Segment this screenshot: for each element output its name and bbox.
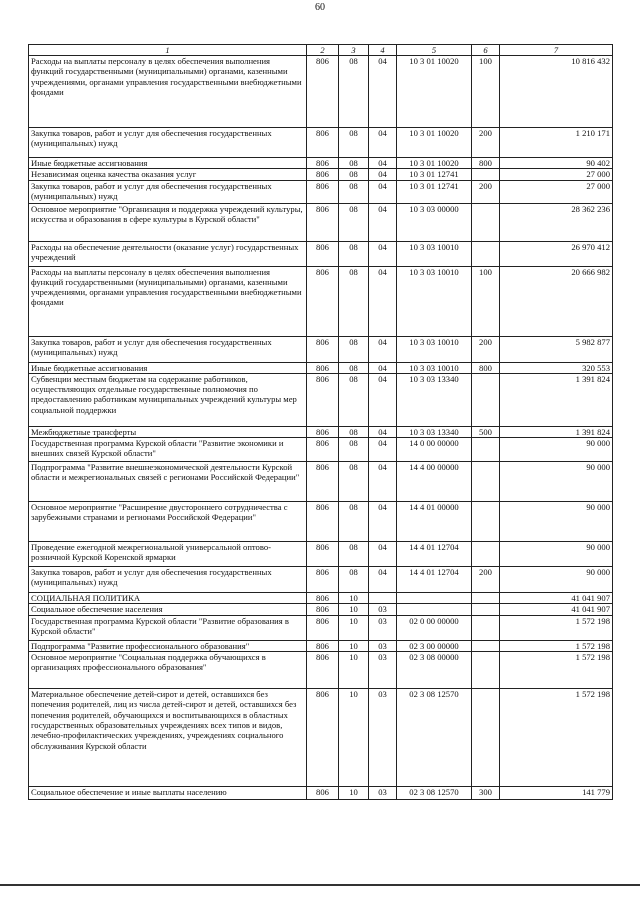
table-row [29, 362, 613, 373]
row-name-cell: Основное мероприятие "Социальная поддержка обучающихся в организациях профессионального образования" [29, 652, 307, 689]
table-row [29, 180, 613, 203]
row-ministry-code: 806 [307, 604, 339, 615]
row-target-article: 10 3 03 10010 [397, 336, 472, 362]
row-subsection-code: 04 [369, 567, 397, 593]
row-section-code: 08 [339, 266, 369, 336]
row-target-article: 10 3 03 13340 [397, 426, 472, 437]
row-expense-type: 300 [472, 787, 500, 800]
table-row [29, 542, 613, 567]
row-expense-type [472, 438, 500, 462]
row-target-article [397, 593, 472, 604]
row-ministry-code: 806 [307, 652, 339, 689]
row-ministry-code: 806 [307, 336, 339, 362]
table-row [29, 689, 613, 787]
row-name-cell: Социальное обеспечение и иные выплаты населению [29, 787, 307, 800]
table-row [29, 128, 613, 158]
row-expense-type: 500 [472, 426, 500, 437]
row-amount: 90 000 [500, 462, 613, 502]
row-ministry-code: 806 [307, 567, 339, 593]
row-ministry-code: 806 [307, 426, 339, 437]
row-amount: 1 210 171 [500, 128, 613, 158]
row-section-code: 08 [339, 336, 369, 362]
row-section-code: 08 [339, 567, 369, 593]
table-row [29, 604, 613, 615]
row-subsection-code: 04 [369, 542, 397, 567]
row-amount: 5 982 877 [500, 336, 613, 362]
header-col-5: 5 [397, 45, 472, 56]
row-expense-type [472, 652, 500, 689]
row-amount: 41 041 907 [500, 604, 613, 615]
row-name-cell: Закупка товаров, работ и услуг для обеспечения государственных (муниципальных) нужд [29, 180, 307, 203]
row-subsection-code: 03 [369, 689, 397, 787]
row-subsection-code: 04 [369, 180, 397, 203]
row-ministry-code: 806 [307, 56, 339, 128]
row-expense-type [472, 462, 500, 502]
row-section-code: 10 [339, 593, 369, 604]
row-subsection-code: 03 [369, 652, 397, 689]
row-ministry-code: 806 [307, 180, 339, 203]
row-ministry-code: 806 [307, 593, 339, 604]
row-ministry-code: 806 [307, 502, 339, 542]
row-subsection-code: 04 [369, 362, 397, 373]
row-target-article: 10 3 01 10020 [397, 128, 472, 158]
row-name-cell: Подпрограмма "Развитие внешнеэкономической деятельности Курской области и межрегиональных связей с регионами Российской Федерации" [29, 462, 307, 502]
row-amount: 90 402 [500, 158, 613, 169]
row-target-article: 10 3 01 10020 [397, 158, 472, 169]
row-expense-type: 100 [472, 56, 500, 128]
row-name-cell: Субвенции местным бюджетам на содержание работников, осуществляющих отдельные государственные полномочия по предоставлению работникам муниципальных учреждений культуры мер социальной поддержки [29, 373, 307, 426]
table-row [29, 462, 613, 502]
row-name-cell: Государственная программа Курской области "Развитие экономики и внешних связей Курской области" [29, 438, 307, 462]
row-subsection-code: 04 [369, 128, 397, 158]
row-subsection-code: 04 [369, 502, 397, 542]
header-row [29, 45, 613, 56]
row-subsection-code: 04 [369, 336, 397, 362]
row-target-article: 14 4 01 12704 [397, 567, 472, 593]
row-expense-type [472, 640, 500, 651]
row-name-cell: Закупка товаров, работ и услуг для обеспечения государственных (муниципальных) нужд [29, 336, 307, 362]
row-target-article: 02 3 08 12570 [397, 689, 472, 787]
row-target-article: 02 3 08 12570 [397, 787, 472, 800]
row-expense-type [472, 689, 500, 787]
row-section-code: 08 [339, 241, 369, 266]
row-target-article: 02 3 00 00000 [397, 640, 472, 651]
row-target-article: 10 3 03 10010 [397, 362, 472, 373]
row-subsection-code [369, 593, 397, 604]
row-expense-type [472, 593, 500, 604]
row-subsection-code: 04 [369, 56, 397, 128]
row-name-cell: Основное мероприятие "Расширение двустороннего сотрудничества с зарубежными странами и регионами Российской Федерации" [29, 502, 307, 542]
row-amount: 141 779 [500, 787, 613, 800]
row-target-article: 02 0 00 00000 [397, 615, 472, 640]
row-subsection-code: 04 [369, 266, 397, 336]
row-target-article: 10 3 01 12741 [397, 180, 472, 203]
row-subsection-code: 04 [369, 169, 397, 180]
row-expense-type [472, 169, 500, 180]
header-col-4: 4 [369, 45, 397, 56]
table-row [29, 336, 613, 362]
row-target-article: 10 3 01 10020 [397, 56, 472, 128]
row-section-code: 10 [339, 652, 369, 689]
row-ministry-code: 806 [307, 128, 339, 158]
row-expense-type [472, 604, 500, 615]
row-name-cell: Расходы на обеспечение деятельности (оказание услуг) государственных учреждений [29, 241, 307, 266]
table-row [29, 652, 613, 689]
row-ministry-code: 806 [307, 169, 339, 180]
table-row [29, 373, 613, 426]
page-bottom-rule [0, 884, 640, 886]
row-section-code: 08 [339, 462, 369, 502]
table-row [29, 502, 613, 542]
row-subsection-code: 04 [369, 373, 397, 426]
row-name-cell: СОЦИАЛЬНАЯ ПОЛИТИКА [29, 593, 307, 604]
row-name-cell: Иные бюджетные ассигнования [29, 158, 307, 169]
row-name-cell: Материальное обеспечение детей-сирот и детей, оставшихся без попечения родителей, лиц из числа детей-сирот и детей, оставшихся без попечения родителей, обучающихся и воспитывающихся в областных государственных образовательных учреждениях всех типов и видов, лечебно-профилактических учреждениях, учреждениях социального обслуживания Курской области [29, 689, 307, 787]
row-amount: 1 572 198 [500, 689, 613, 787]
row-section-code: 10 [339, 604, 369, 615]
row-name-cell: Расходы на выплаты персоналу в целях обеспечения выполнения функций государственными (муниципальными) органами, казенными учреждениями, органами управления государственными внебюджетными фондами [29, 266, 307, 336]
row-name-cell: Иные бюджетные ассигнования [29, 362, 307, 373]
row-ministry-code: 806 [307, 373, 339, 426]
row-target-article: 10 3 03 13340 [397, 373, 472, 426]
row-ministry-code: 806 [307, 787, 339, 800]
header-col-3: 3 [339, 45, 369, 56]
table-row [29, 615, 613, 640]
table-row [29, 158, 613, 169]
row-section-code: 08 [339, 426, 369, 437]
row-ministry-code: 806 [307, 266, 339, 336]
row-name-cell: Подпрограмма "Развитие профессионального образования" [29, 640, 307, 651]
row-ministry-code: 806 [307, 689, 339, 787]
row-name-cell: Независимая оценка качества оказания услуг [29, 169, 307, 180]
row-amount: 27 000 [500, 169, 613, 180]
row-target-article: 10 3 03 10010 [397, 266, 472, 336]
row-amount: 1 572 198 [500, 615, 613, 640]
row-target-article: 14 4 01 12704 [397, 542, 472, 567]
row-expense-type [472, 241, 500, 266]
table-row [29, 203, 613, 241]
row-amount: 90 000 [500, 502, 613, 542]
row-name-cell: Межбюджетные трансферты [29, 426, 307, 437]
row-subsection-code: 04 [369, 438, 397, 462]
row-expense-type: 100 [472, 266, 500, 336]
row-expense-type [472, 502, 500, 542]
header-col-2: 2 [307, 45, 339, 56]
row-section-code: 08 [339, 128, 369, 158]
header-col-6: 6 [472, 45, 500, 56]
row-target-article: 10 3 03 10010 [397, 241, 472, 266]
row-ministry-code: 806 [307, 462, 339, 502]
row-ministry-code: 806 [307, 640, 339, 651]
row-target-article: 14 0 00 00000 [397, 438, 472, 462]
row-target-article: 10 3 01 12741 [397, 169, 472, 180]
row-name-cell: Проведение ежегодной межрегиональной универсальной оптово-розничной Курской Коренской ярмарки [29, 542, 307, 567]
row-expense-type [472, 203, 500, 241]
row-amount: 20 666 982 [500, 266, 613, 336]
row-subsection-code: 03 [369, 787, 397, 800]
row-amount: 1 572 198 [500, 640, 613, 651]
row-ministry-code: 806 [307, 438, 339, 462]
table-row [29, 438, 613, 462]
row-name-cell: Основное мероприятие "Организация и поддержка учреждений культуры, искусства и образования в сфере культуры в Курской области" [29, 203, 307, 241]
row-section-code: 08 [339, 373, 369, 426]
row-amount: 26 970 412 [500, 241, 613, 266]
row-section-code: 08 [339, 169, 369, 180]
table-body [29, 56, 613, 800]
row-section-code: 08 [339, 180, 369, 203]
row-target-article: 02 3 08 00000 [397, 652, 472, 689]
row-target-article: 14 4 01 00000 [397, 502, 472, 542]
row-amount: 28 362 236 [500, 203, 613, 241]
row-ministry-code: 806 [307, 362, 339, 373]
row-name-cell: Расходы на выплаты персоналу в целях обеспечения выполнения функций государственными (муниципальными) органами, казенными учреждениями, органами управления государственными внебюджетными фондами [29, 56, 307, 128]
row-amount: 320 553 [500, 362, 613, 373]
row-ministry-code: 806 [307, 203, 339, 241]
row-target-article: 14 4 00 00000 [397, 462, 472, 502]
row-amount: 1 391 824 [500, 426, 613, 437]
table-row [29, 567, 613, 593]
row-expense-type [472, 373, 500, 426]
table-row [29, 56, 613, 128]
row-amount: 90 000 [500, 542, 613, 567]
row-section-code: 08 [339, 158, 369, 169]
row-name-cell: Закупка товаров, работ и услуг для обеспечения государственных (муниципальных) нужд [29, 128, 307, 158]
row-expense-type: 200 [472, 336, 500, 362]
row-amount: 90 000 [500, 438, 613, 462]
row-expense-type: 200 [472, 180, 500, 203]
row-section-code: 10 [339, 689, 369, 787]
row-subsection-code: 04 [369, 203, 397, 241]
row-subsection-code: 03 [369, 604, 397, 615]
row-section-code: 08 [339, 203, 369, 241]
row-section-code: 10 [339, 615, 369, 640]
row-section-code: 08 [339, 56, 369, 128]
row-section-code: 08 [339, 362, 369, 373]
table-row [29, 787, 613, 800]
row-amount: 1 572 198 [500, 652, 613, 689]
table-row [29, 593, 613, 604]
table-row [29, 266, 613, 336]
row-ministry-code: 806 [307, 158, 339, 169]
row-target-article: 10 3 03 00000 [397, 203, 472, 241]
row-amount: 27 000 [500, 180, 613, 203]
header-col-7: 7 [500, 45, 613, 56]
table-row [29, 169, 613, 180]
header-col-1: 1 [29, 45, 307, 56]
table-row [29, 241, 613, 266]
row-amount: 41 041 907 [500, 593, 613, 604]
row-expense-type: 200 [472, 567, 500, 593]
row-amount: 1 391 824 [500, 373, 613, 426]
row-subsection-code: 03 [369, 640, 397, 651]
row-section-code: 08 [339, 438, 369, 462]
row-name-cell: Закупка товаров, работ и услуг для обеспечения государственных (муниципальных) нужд [29, 567, 307, 593]
page-number: 60 [315, 2, 325, 13]
row-target-article [397, 604, 472, 615]
row-subsection-code: 04 [369, 426, 397, 437]
row-subsection-code: 04 [369, 241, 397, 266]
row-ministry-code: 806 [307, 241, 339, 266]
row-subsection-code: 03 [369, 615, 397, 640]
row-name-cell: Социальное обеспечение населения [29, 604, 307, 615]
row-expense-type: 200 [472, 128, 500, 158]
row-name-cell: Государственная программа Курской области "Развитие образования в Курской области" [29, 615, 307, 640]
row-expense-type: 800 [472, 158, 500, 169]
budget-table [28, 44, 613, 800]
table-row [29, 426, 613, 437]
row-section-code: 10 [339, 640, 369, 651]
row-section-code: 08 [339, 542, 369, 567]
row-ministry-code: 806 [307, 615, 339, 640]
row-amount: 10 816 432 [500, 56, 613, 128]
row-section-code: 08 [339, 502, 369, 542]
row-ministry-code: 806 [307, 542, 339, 567]
row-subsection-code: 04 [369, 158, 397, 169]
row-subsection-code: 04 [369, 462, 397, 502]
row-section-code: 10 [339, 787, 369, 800]
row-expense-type [472, 615, 500, 640]
table-row [29, 640, 613, 651]
row-amount: 90 000 [500, 567, 613, 593]
row-expense-type: 800 [472, 362, 500, 373]
row-expense-type [472, 542, 500, 567]
